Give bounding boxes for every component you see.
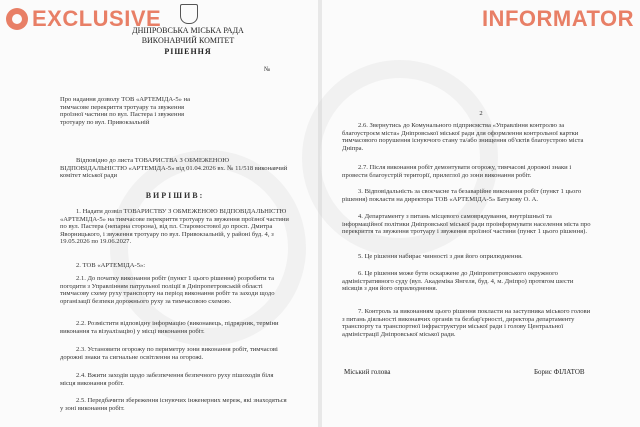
decision-number: № [264,66,271,73]
document-page-left [0,0,318,427]
paragraph-2-5: 2.5. Передбачити збереження існуючих інженерних мереж, які знаходяться у зоні виконання робіт. [60,397,287,412]
paragraph-2-3: 2.3. Установити огорожу по периметру зони виконання робіт, тимчасові дорожні знаки та сигнальне освітлення на огорожі. [60,346,278,361]
resolve-heading: ВИРІШИВ: [145,191,205,200]
informator-badge: INFORMATOR [481,6,634,31]
paragraph-2: 2. ТОВ «АРТЕМІДА-5»: [76,262,146,269]
exclusive-label: EXCLUSIVE [32,6,162,31]
paragraph-4: 4. Департаменту з питань місцевого самоврядування, внутрішньої та інформаційної політики Дніпровської міської ради проінформувати населення міста про перекриття та звуження тротуару і звуження проїзної частини (пункт 1 цього рішення). [342,213,591,236]
paragraph-3: 3. Відповідальність за своєчасне та безаварійне виконання робіт (пункт 1 цього рішення) покласти на директора ТОВ «АРТЕМІДА-5» Батукову О. А. [342,188,582,203]
brand-logo-icon [6,8,28,30]
document-page-right [322,0,640,427]
paragraph-2-6: 2.6. Звернутись до Комунального підприємства «Управління контролю за благоустроєм міста» Дніпровської міської ради для оформлення контрольної картки тимчасового порушення існуючого стану та/або знищення об'єктів благоустрою міста Дніпра. [342,122,584,152]
decision-title: РІШЕННЯ [164,47,212,56]
council-name: ДНІПРОВСЬКА МІСЬКА РАДА [132,26,244,35]
paragraph-2-7: 2.7. Після виконання робіт демонтувати огорожу, тимчасові дорожні знаки і провести благоустрій території, прилеглої до зони виконання робіт. [342,164,572,179]
signature-name: Борис ФІЛАТОВ [534,368,585,376]
signature-title: Міський голова [344,368,391,376]
paragraph-1: 1. Надати дозвіл ТОВАРИСТВУ З ОБМЕЖЕНОЮ ВІДПОВІДАЛЬНІСТЮ «АРТЕМІДА-5» на тимчасове перекриття тротуару та звуження проїзної частини по вул. Пастера (непарна сторона), від пл. Старомостової до просп. Дмитра Яворницького, і звуження тротуару по вул. Привокзальній, у районі буд. 4, з 19.05.2026 по 19.06.2027. [60,208,289,246]
coat-of-arms-icon [180,4,198,24]
paragraph-5: 5. Це рішення набирає чинності з дня його оприлюднення. [358,253,523,260]
page-number: 2 [479,110,483,117]
paragraph-2-1: 2.1. До початку виконання робіт (пункт 1 цього рішення) розробити та погодити з Управлінням патрульної поліції в Дніпропетровській області тимчасову схему руху транспорту на період виконання робіт та заходи щодо організації безпеки дорожнього руху за тимчасовою схемою. [60,275,275,305]
decision-subject: Про надання дозволу ТОВ «АРТЕМІДА-5» на тимчасове перекриття тротуару та звуження проїзної частини по вул. Пастера і звуження тротуару по вул. Привокзальній [60,96,191,126]
paragraph-2-4: 2.4. Вжити заходів щодо забезпечення безпечного руху пішоходів біля місця виконання робіт. [60,372,274,387]
paragraph-6: 6. Це рішення може бути оскаржене до Дніпропетровського окружного адміністративного суду (вул. Академіка Янгеля, буд. 4, м. Дніпро) протягом шести місяців з дня його оприлюднення. [342,270,574,293]
paragraph-2-2: 2.2. Розмістити відповідну інформацію (виконавець, підрядник, терміни виконання та візуалізацію) у місці виконання робіт. [60,320,279,335]
paragraph-7: 7. Контроль за виконанням цього рішення покласти на заступника міського голови з питань діяльності виконавчих органів та безбар'єрності, директора департаменту транспорту та транспортної інфраструктури міської ради і голову Центральної адміністрації Дніпровської міської ради. [342,308,591,338]
committee-name: ВИКОНАВЧИЙ КОМІТЕТ [141,36,235,45]
intro-paragraph: Відповідно до листа ТОВАРИСТВА З ОБМЕЖЕНОЮ ВІДПОВІДАЛЬНІСТЮ «АРТЕМІДА-5» від 01.04.2026 вх. № 11/518 виконавчий комітет міської ради [60,157,288,180]
